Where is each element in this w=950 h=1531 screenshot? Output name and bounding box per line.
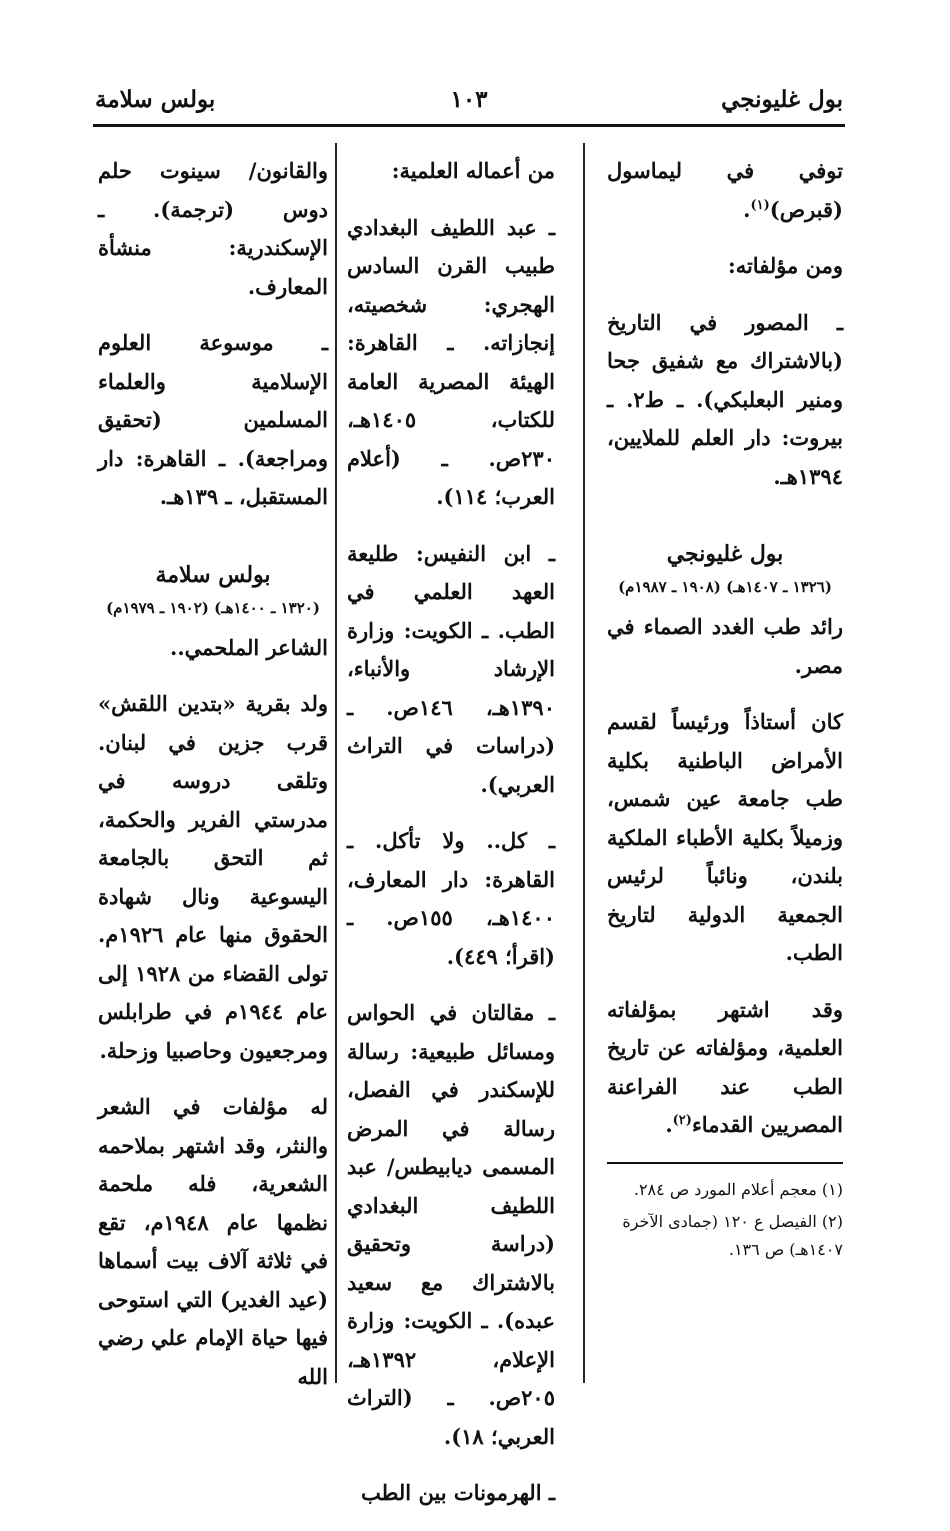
- subheading: ومن مؤلفاته:: [727, 253, 843, 278]
- entry-dates: (١٣٢٠ ـ ١٤٠٠هـ) (١٩٠٢ ـ ١٩٧٩م): [106, 598, 320, 617]
- footnote-ref: (١): [750, 197, 770, 213]
- entry-name: بول غليونجي: [666, 541, 784, 567]
- text: .: [743, 196, 751, 222]
- text: توفي في ليماسول (قبرص): [607, 158, 843, 222]
- column-middle: [347, 152, 555, 1531]
- paragraph: [607, 152, 843, 229]
- paragraph: ـ موسوعة العلوم الإسلامية والعلماء المسلمين (تحقيق ومراجعة). ـ القاهرة: دار المستقبل، ـ ١٣٩هـ.: [98, 330, 328, 509]
- list-item: ـ عبد اللطيف البغدادي طبيب القرن السادس الهجري: شخصيته، إنجازاته. ـ القاهرة: الهيئة المصرية العامة للكتاب، ١٤٠٥هـ، ٢٣٠ص. ـ (أعلام العرب؛ ١١٤).: [347, 214, 555, 509]
- column-divider-left: [335, 143, 337, 1383]
- page-header: [95, 84, 843, 128]
- paragraph: رائد طب الغدد الصماء في مصر.: [607, 614, 843, 678]
- paragraph: [607, 991, 843, 1145]
- entry-dates: (١٣٢٦ ـ ١٤٠٧هـ) (١٩٠٨ ـ ١٩٨٧م): [618, 578, 832, 596]
- running-title-right: بول غليونجي: [721, 86, 843, 113]
- column-right: [607, 152, 843, 1163]
- column-divider-right: [583, 143, 585, 1383]
- column-left: [98, 152, 328, 1414]
- page-number: ١٠٣: [450, 86, 488, 113]
- footnote: (٢) الفيصل ع ١٢٠ (جمادى الآخرة ١٤٠٧هـ) ص ١٣٦.: [622, 1212, 843, 1259]
- list-item: ـ مقالتان في الحواس ومسائل طبيعية: رسالة للإسكندر في الفصل، رسالة في المرض المسمى ديابيطس/ عبد اللطيف البغدادي (دراسة وتحقيق بالاشتراك مع سعيد عبده). ـ الكويت: وزارة الإعلام، ١٣٩٢هـ، ٢٠٥ص. ـ (التراث العربي؛ ١٨).: [347, 1000, 555, 1449]
- paragraph: والقانون/ سينوت حلم دوس (ترجمة). ـ الإسكندرية: منشأة المعارف.: [98, 158, 328, 299]
- paragraph: ولد بقرية «بتدين اللقش» قرب جزين في لبنان. وتلقى دروسه في مدرستي الفرير والحكمة، ثم التحق بالجامعة اليسوعية ونال شهادة الحقوق منها عام ١٩٢٦م. تولى القضاء من ١٩٢٨ إلى عام ١٩٤٤م في طرابلس ومرجعيون وحاصبيا وزحلة.: [98, 691, 328, 1063]
- subheading: من أعماله العلمية:: [391, 158, 555, 183]
- list-item: ـ الهرمونات بين الطب: [361, 1480, 555, 1505]
- text: .: [665, 1112, 673, 1137]
- paragraph: كان أستاذاً ورئيساً لقسم الأمراض الباطنية بكلية طب جامعة عين شمس، وزميلاً بكلية الأطباء الملكية بلندن، ونائباً لرئيس الجمعية الدولية لتاريخ الطب.: [607, 709, 843, 965]
- paragraph: الشاعر الملحمي..: [170, 634, 328, 660]
- footnote-rule: [607, 1162, 843, 1164]
- paragraph: له مؤلفات في الشعر والنثر، وقد اشتهر بملاحمه الشعرية، فله ملحمة نظمها عام ١٩٤٨م، تقع في ثلاثة آلاف بيت أسماها (عيد الغدير) التي استوحى فيها حياة الإمام علي رضي الله: [98, 1094, 328, 1389]
- entry-name: بولس سلامة: [155, 561, 271, 588]
- header-rule: [93, 124, 845, 127]
- running-title-left: بولس سلامة: [95, 86, 216, 113]
- footnote-ref: (٢): [672, 1113, 692, 1128]
- footnote: (١) معجم أعلام المورد ص ٢٨٤.: [633, 1180, 843, 1199]
- list-item: ـ ابن النفيس: طليعة العهد العلمي في الطب. ـ الكويت: وزارة الإرشاد والأنباء، ١٣٩٠هـ، ١٤٦ص. ـ (دراسات في التراث العربي).: [347, 540, 555, 797]
- paragraph: ـ المصور في التاريخ (بالاشتراك مع شفيق جحا ومنير البعلبكي). ـ ط٢. ـ بيروت: دار العلم للملايين، ١٣٩٤هـ.: [607, 309, 843, 489]
- list-item: ـ كل.. ولا تأكل. ـ القاهرة: دار المعارف، ١٤٠٠هـ، ١٥٥ص. ـ (اقرأ؛ ٤٤٩).: [347, 828, 555, 969]
- footnotes: [607, 1176, 843, 1268]
- text: وقد اشتهر بمؤلفاته العلمية، ومؤلفاته عن تاريخ الطب عند الفراعنة المصريين القدماء: [607, 996, 843, 1137]
